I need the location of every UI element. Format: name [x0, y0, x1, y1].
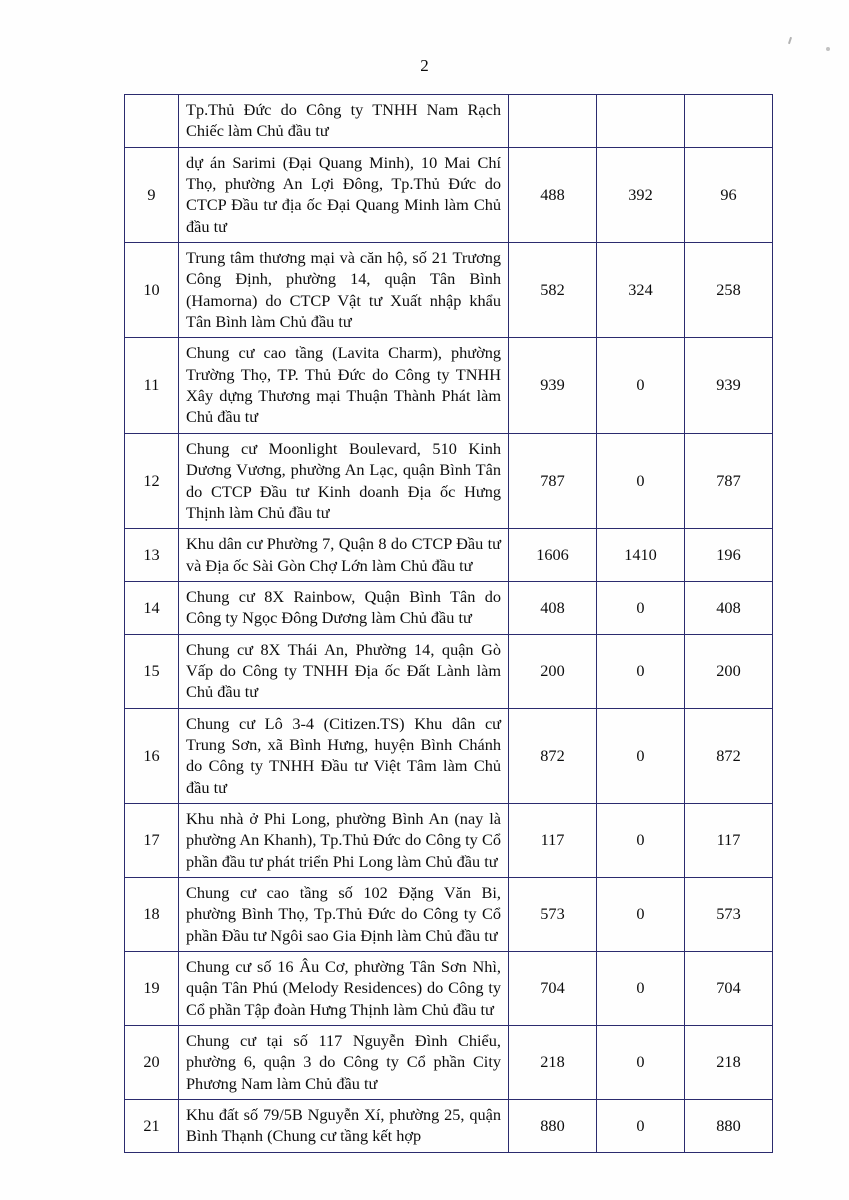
table-cell-value2: 0	[597, 803, 685, 877]
table-cell-value3: 939	[685, 338, 773, 433]
table-cell-value2: 0	[597, 634, 685, 708]
table-cell-description: Tp.Thủ Đức do Công ty TNHH Nam Rạch Chiếc làm Chủ đầu tư	[179, 95, 509, 148]
table-row	[125, 1100, 773, 1153]
table-cell-value1: 117	[509, 803, 597, 877]
table-cell-description: Chung cư Lô 3-4 (Citizen.TS) Khu dân cư Trung Sơn, xã Bình Hưng, huyện Bình Chánh do Công ty TNHH Đầu tư Việt Tâm làm Chủ đầu tư	[179, 708, 509, 803]
table-cell-value1: 200	[509, 634, 597, 708]
table-cell-stt: 9	[125, 147, 179, 242]
table-cell-description: Khu đất số 79/5B Nguyễn Xí, phường 25, quận Bình Thạnh (Chung cư tầng kết hợp	[179, 1100, 509, 1153]
table-cell-value2: 0	[597, 433, 685, 528]
table-cell-value2: 0	[597, 878, 685, 952]
table-cell-value1: 408	[509, 581, 597, 634]
table-cell-value2: 0	[597, 338, 685, 433]
table-row	[125, 338, 773, 433]
scan-speck-icon	[788, 37, 792, 44]
table-cell-value3: 787	[685, 433, 773, 528]
table-cell-value1: 1606	[509, 529, 597, 582]
table-cell-value3: 704	[685, 952, 773, 1026]
table-cell-value3: 880	[685, 1100, 773, 1153]
table-cell-value2: 0	[597, 1026, 685, 1100]
table-cell-value3: 872	[685, 708, 773, 803]
table-cell-value3: 200	[685, 634, 773, 708]
table-cell-value1: 939	[509, 338, 597, 433]
table-row	[125, 803, 773, 877]
table-row	[125, 708, 773, 803]
table-cell-value3: 573	[685, 878, 773, 952]
table-cell-value2: 0	[597, 1100, 685, 1153]
table-cell-description: Chung cư cao tầng số 102 Đặng Văn Bi, phường Bình Thọ, Tp.Thủ Đức do Công ty Cổ phần Đầu tư Ngôi sao Gia Định làm Chủ đầu tư	[179, 878, 509, 952]
table-cell-value1: 704	[509, 952, 597, 1026]
table-cell-value1	[509, 95, 597, 148]
table-cell-description: Khu nhà ở Phi Long, phường Bình An (nay là phường An Khanh), Tp.Thủ Đức do Công ty Cổ phần đầu tư phát triển Phi Long làm Chủ đầu tư	[179, 803, 509, 877]
table-cell-stt: 16	[125, 708, 179, 803]
table-cell-value2: 324	[597, 243, 685, 338]
projects-table-body	[125, 95, 773, 1153]
table-cell-stt	[125, 95, 179, 148]
table-cell-description: Khu dân cư Phường 7, Quận 8 do CTCP Đầu tư và Địa ốc Sài Gòn Chợ Lớn làm Chủ đầu tư	[179, 529, 509, 582]
table-row	[125, 243, 773, 338]
table-row	[125, 147, 773, 242]
table-cell-description: Chung cư 8X Rainbow, Quận Bình Tân do Công ty Ngọc Đông Dương làm Chủ đầu tư	[179, 581, 509, 634]
table-cell-description: dự án Sarimi (Đại Quang Minh), 10 Mai Chí Thọ, phường An Lợi Đông, Tp.Thủ Đức do CTCP Đầu tư địa ốc Đại Quang Minh làm Chủ đầu tư	[179, 147, 509, 242]
table-cell-description: Chung cư 8X Thái An, Phường 14, quận Gò Vấp do Công ty TNHH Địa ốc Đất Lành làm Chủ đầu tư	[179, 634, 509, 708]
table-row	[125, 878, 773, 952]
table-row	[125, 581, 773, 634]
table-cell-stt: 20	[125, 1026, 179, 1100]
table-cell-description: Chung cư tại số 117 Nguyễn Đình Chiểu, phường 6, quận 3 do Công ty Cổ phần City Phương Nam làm Chủ đầu tư	[179, 1026, 509, 1100]
table-cell-description: Chung cư Moonlight Boulevard, 510 Kinh Dương Vương, phường An Lạc, quận Bình Tân do CTCP Đầu tư Kinh doanh Địa ốc Hưng Thịnh làm Chủ đầu tư	[179, 433, 509, 528]
table-cell-value1: 787	[509, 433, 597, 528]
table-row	[125, 1026, 773, 1100]
table-cell-value1: 582	[509, 243, 597, 338]
table-row	[125, 433, 773, 528]
table-cell-value3: 96	[685, 147, 773, 242]
table-cell-description: Trung tâm thương mại và căn hộ, số 21 Trương Công Định, phường 14, quận Tân Bình (Hamorna) do CTCP Vật tư Xuất nhập khẩu Tân Bình làm Chủ đầu tư	[179, 243, 509, 338]
table-cell-stt: 14	[125, 581, 179, 634]
table-cell-value2	[597, 95, 685, 148]
table-cell-stt: 19	[125, 952, 179, 1026]
table-cell-stt: 15	[125, 634, 179, 708]
table-cell-value1: 488	[509, 147, 597, 242]
table-cell-value2: 0	[597, 708, 685, 803]
table-cell-value3	[685, 95, 773, 148]
table-cell-value1: 880	[509, 1100, 597, 1153]
table-cell-stt: 13	[125, 529, 179, 582]
scan-speck-icon	[826, 47, 830, 51]
table-cell-stt: 17	[125, 803, 179, 877]
table-cell-description: Chung cư cao tầng (Lavita Charm), phường Trường Thọ, TP. Thủ Đức do Công ty TNHH Xây dựng Thương mại Thuận Thành Phát làm Chủ đầu tư	[179, 338, 509, 433]
table-cell-stt: 10	[125, 243, 179, 338]
table-row	[125, 95, 773, 148]
table-cell-value2: 1410	[597, 529, 685, 582]
table-cell-value2: 0	[597, 952, 685, 1026]
table-row	[125, 952, 773, 1026]
table-row	[125, 634, 773, 708]
table-cell-stt: 21	[125, 1100, 179, 1153]
table-cell-value3: 117	[685, 803, 773, 877]
table-row	[125, 529, 773, 582]
table-cell-stt: 18	[125, 878, 179, 952]
table-cell-value1: 872	[509, 708, 597, 803]
table-cell-value2: 0	[597, 581, 685, 634]
table-cell-value3: 196	[685, 529, 773, 582]
table-cell-value1: 218	[509, 1026, 597, 1100]
table-cell-value3: 408	[685, 581, 773, 634]
table-cell-description: Chung cư số 16 Âu Cơ, phường Tân Sơn Nhì, quận Tân Phú (Melody Residences) do Công ty Cổ phần Tập đoàn Hưng Thịnh làm Chủ đầu tư	[179, 952, 509, 1026]
table-cell-stt: 11	[125, 338, 179, 433]
projects-table	[124, 94, 773, 1153]
table-cell-value3: 218	[685, 1026, 773, 1100]
table-cell-value3: 258	[685, 243, 773, 338]
table-cell-value1: 573	[509, 878, 597, 952]
table-cell-value2: 392	[597, 147, 685, 242]
table-cell-stt: 12	[125, 433, 179, 528]
page-number: 2	[420, 56, 429, 75]
